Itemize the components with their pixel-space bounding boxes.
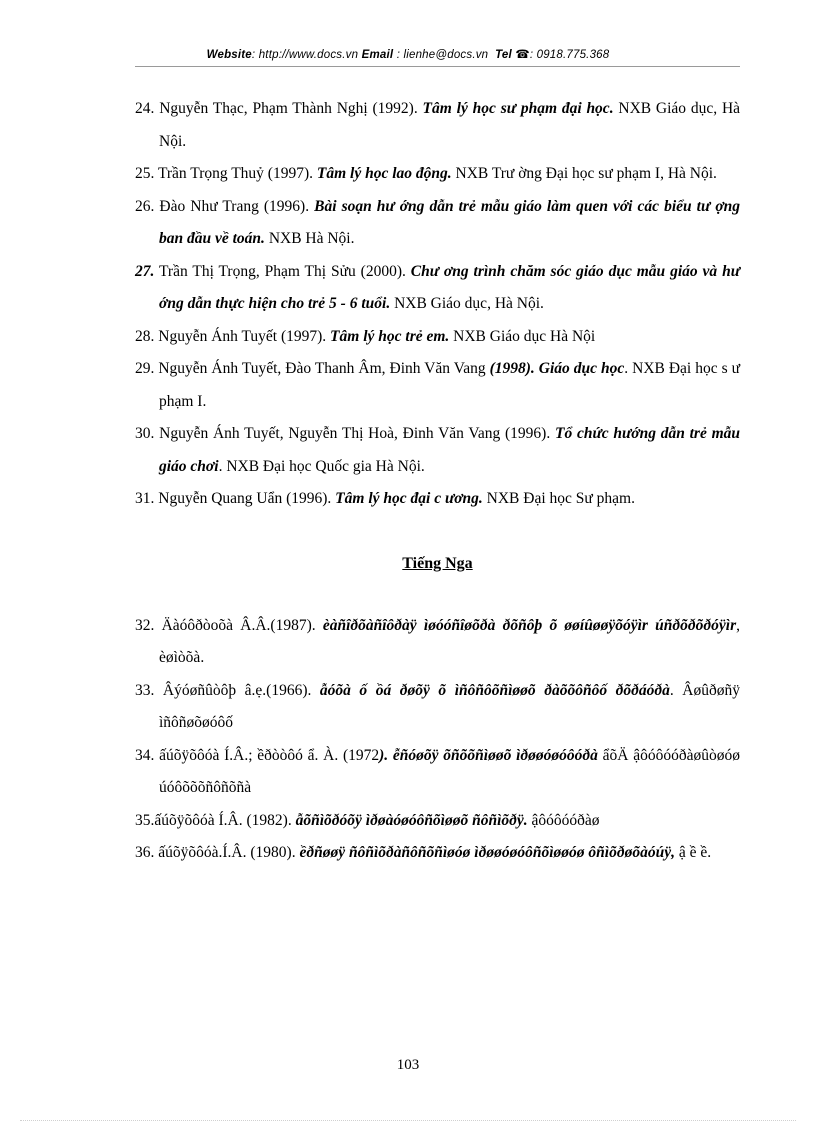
reference-item: 35.ấúõÿõôóà Í.Â. (1982). ẫõñìõðóõÿ ìðøàóøóôñõìøøõ ñôñìõðÿ. ậôóôóóðàø [135, 811, 600, 829]
website-url[interactable]: : http://www.docs.vn [251, 49, 359, 61]
reference-item: 34. ấúõÿõôóà Í.Â.; ềðòòôó ẩ. À. (1972). ễñóøõÿ õñõõñìøøõ ìðøøóøóôóðà ẩõÄ ậôóôóóðàøûòøóø úóôõõõñôñõñà [135, 746, 740, 796]
reference-item: 36. ấúõÿõôóà.Í.Â. (1980). ềðñøøÿ ñôñìõðàñôñõñìøóø ìðøøóøóôñõìøøóø ôñìõðøõàóúÿ, ậ ề ề. [135, 844, 712, 861]
page-header [0, 47, 816, 61]
reference-item: 29. Nguyễn Ánh Tuyết, Đào Thanh Âm, Đinh Văn Vang (1998). Giáo dục học. NXB Đại học s ư phạm I. [135, 360, 741, 410]
section-title: Tiếng Nga [402, 554, 473, 572]
email-value[interactable]: : lienhe@docs.vn [396, 49, 489, 61]
reference-item: 25. Trần Trọng Thuỷ (1997). Tâm lý học lao động. NXB Trư ờng Đại học sư phạm I, Hà Nội. [135, 165, 717, 182]
reference-item: 31. Nguyễn Quang Uẩn (1996). Tâm lý học đại c ương. NXB Đại học Sư phạm. [135, 490, 635, 507]
page-bottom-divider [20, 1120, 796, 1121]
reference-item: 28. Nguyễn Ánh Tuyết (1997). Tâm lý học trẻ em. NXB Giáo dục Hà Nội [135, 327, 596, 345]
russian-references [135, 610, 740, 870]
header-divider [135, 66, 740, 67]
reference-item: 32. Äàóôðòoõà Â.Â.(1987). èàñîðõàñîôðàÿ ìøóóñîøõðà ðõñôþ õ øøíûøøÿõóÿìr úñðõðõðóÿìr, èøìòõà. [135, 616, 740, 666]
reference-item: 33. Âýóøñûòôþ â.ẹ.(1966). ẫóõà ố ồá ðøõÿ õ ìñôñôõñìøøõ ðàõõôñôố ðõðáóðà. Âøûðøñÿ ìñôñøõøóôố [135, 681, 740, 731]
reference-item: 27. Trần Thị Trọng, Phạm Thị Sửu (2000). Chư ơng trình chăm sóc giáo dục mẫu giáo và hư ớng dẫn thực hiện cho trẻ 5 - 6 tuổi. NXB Giáo dục, Hà Nội. [135, 262, 740, 312]
phone-icon: ☎ [515, 49, 530, 61]
tel-value: : 0918.775.368 [529, 49, 610, 61]
reference-item: 24. Nguyễn Thạc, Phạm Thành Nghị (1992). Tâm lý học sư phạm đại học. NXB Giáo dục, Hà Nội. [135, 100, 741, 150]
email-label: Email [361, 49, 394, 61]
reference-item: 30. Nguyễn Ánh Tuyết, Nguyễn Thị Hoà, Đinh Văn Vang (1996). Tổ chức hướng dẫn trẻ mẫu giáo chơi. NXB Đại học Quốc gia Hà Nội. [135, 425, 740, 475]
page-number: 103 [396, 1057, 420, 1073]
vietnamese-references [135, 93, 740, 516]
reference-item: 26. Đào Như Trang (1996). Bài soạn hư ớng dẫn trẻ mẫu giáo làm quen với các biểu tư ợng ban đầu về toán. NXB Hà Nội. [135, 197, 741, 247]
website-label: Website [206, 49, 252, 61]
references-body [135, 93, 740, 870]
tel-label: Tel [495, 49, 512, 61]
